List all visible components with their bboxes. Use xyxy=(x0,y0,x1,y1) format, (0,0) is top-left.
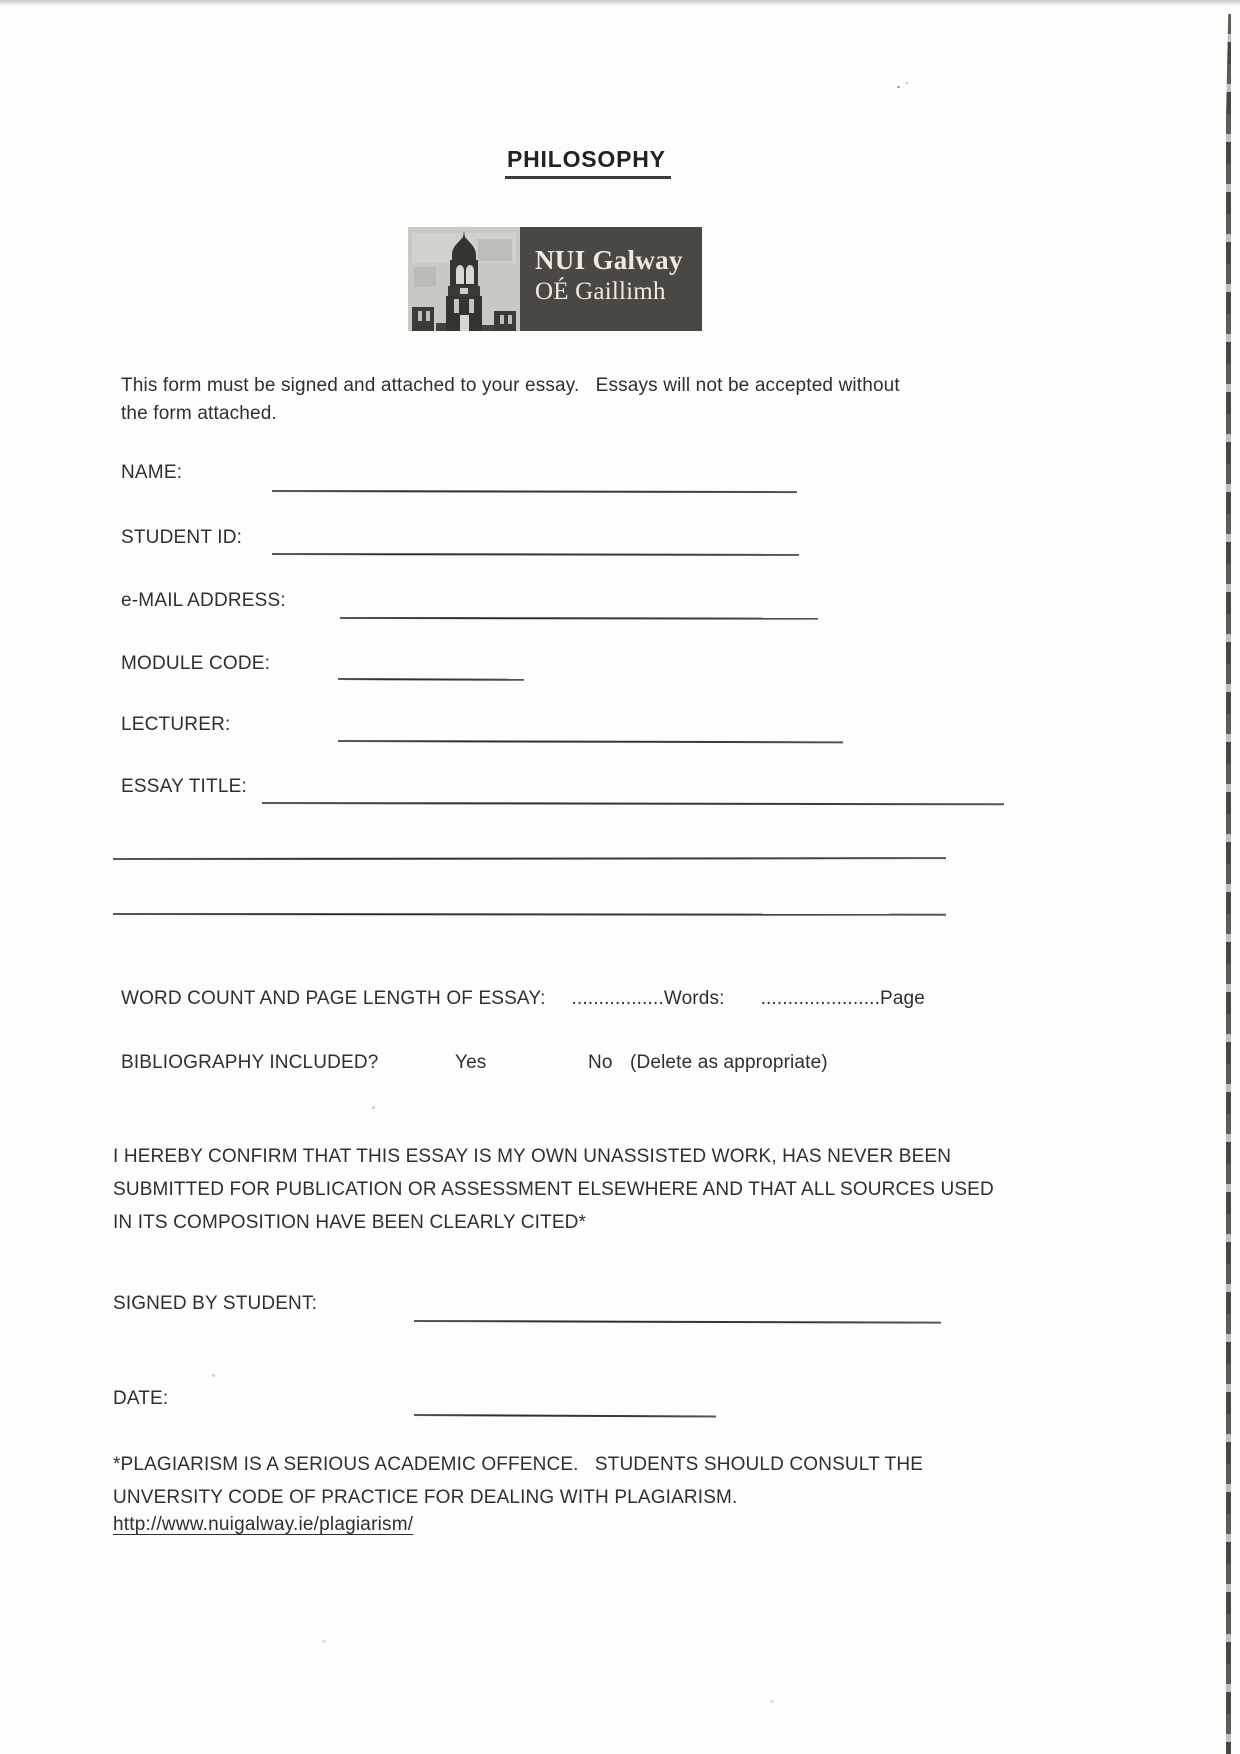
student-id-label: STUDENT ID: xyxy=(121,527,243,548)
scan-speck xyxy=(322,1640,326,1643)
page-title: PHILOSOPHY xyxy=(505,146,671,179)
university-tower-icon xyxy=(408,227,520,331)
intro-paragraph xyxy=(121,372,981,428)
email-label: e-MAIL ADDRESS: xyxy=(121,590,286,611)
plagiarism-line-2: UNVERSITY CODE OF PRACTICE FOR DEALING WITH PLAGIARISM. xyxy=(113,1487,738,1508)
essay-title-continuation-line-1 xyxy=(113,857,946,860)
words-label: Words: xyxy=(663,988,725,1009)
student-id-input-line xyxy=(272,553,799,556)
scan-speck xyxy=(897,86,900,88)
lecturer-label: LECTURER: xyxy=(121,714,231,735)
essay-title-continuation-line-2 xyxy=(113,913,946,916)
words-dotted-line: ................. xyxy=(571,988,664,1009)
email-input-line xyxy=(340,617,818,620)
scan-top-edge-artifact xyxy=(0,0,1240,7)
declaration-line-2: SUBMITTED FOR PUBLICATION OR ASSESSMENT ELSEWHERE AND THAT ALL SOURCES USED xyxy=(113,1179,994,1200)
logo-name-english: NUI Galway xyxy=(535,245,683,275)
page-dotted-line: ...................... xyxy=(760,988,880,1009)
module-code-label: MODULE CODE: xyxy=(121,653,271,674)
plagiarism-note xyxy=(113,1448,973,1514)
lecturer-input-line xyxy=(338,740,843,743)
declaration-line-3: IN ITS COMPOSITION HAVE BEEN CLEARLY CITED* xyxy=(113,1212,587,1233)
date-input-line xyxy=(414,1414,716,1417)
word-count-label: WORD COUNT AND PAGE LENGTH OF ESSAY: xyxy=(121,988,546,1009)
logo-name-irish: OÉ Gaillimh xyxy=(535,277,666,305)
essay-title-label: ESSAY TITLE: xyxy=(121,776,247,797)
declaration-line-1: I HEREBY CONFIRM THAT THIS ESSAY IS MY OWN UNASSISTED WORK, HAS NEVER BEEN xyxy=(113,1146,952,1167)
name-input-line xyxy=(272,490,797,493)
essay-title-input-line xyxy=(262,802,1004,805)
scan-speck xyxy=(906,82,908,84)
signed-by-student-label: SIGNED BY STUDENT: xyxy=(113,1293,317,1314)
declaration-paragraph xyxy=(113,1140,1013,1239)
name-label: NAME: xyxy=(121,462,183,483)
page-label: Page xyxy=(880,988,925,1009)
plagiarism-policy-link[interactable]: http://www.nuigalway.ie/plagiarism/ xyxy=(113,1514,414,1535)
bibliography-yes-option: Yes xyxy=(455,1052,487,1073)
scan-speck xyxy=(770,1700,774,1703)
module-code-input-line xyxy=(338,678,524,681)
scan-edge-artifact xyxy=(1226,14,1231,1754)
intro-line-2: the form attached. xyxy=(121,403,277,424)
bibliography-no-option: No xyxy=(588,1052,613,1073)
word-count-row xyxy=(121,988,925,1010)
bibliography-label: BIBLIOGRAPHY INCLUDED? xyxy=(121,1052,379,1073)
scan-speck xyxy=(212,1374,215,1377)
scan-speck xyxy=(372,1106,375,1109)
signature-input-line xyxy=(414,1320,941,1324)
nui-galway-logo xyxy=(408,227,702,331)
plagiarism-line-1: *PLAGIARISM IS A SERIOUS ACADEMIC OFFENCE. STUDENTS SHOULD CONSULT THE xyxy=(113,1454,924,1475)
bibliography-note: (Delete as appropriate) xyxy=(630,1052,828,1073)
date-label: DATE: xyxy=(113,1388,169,1409)
logo-text-box xyxy=(520,227,702,331)
intro-line-1: This form must be signed and attached to your essay. Essays will not be accepted without xyxy=(121,375,900,396)
